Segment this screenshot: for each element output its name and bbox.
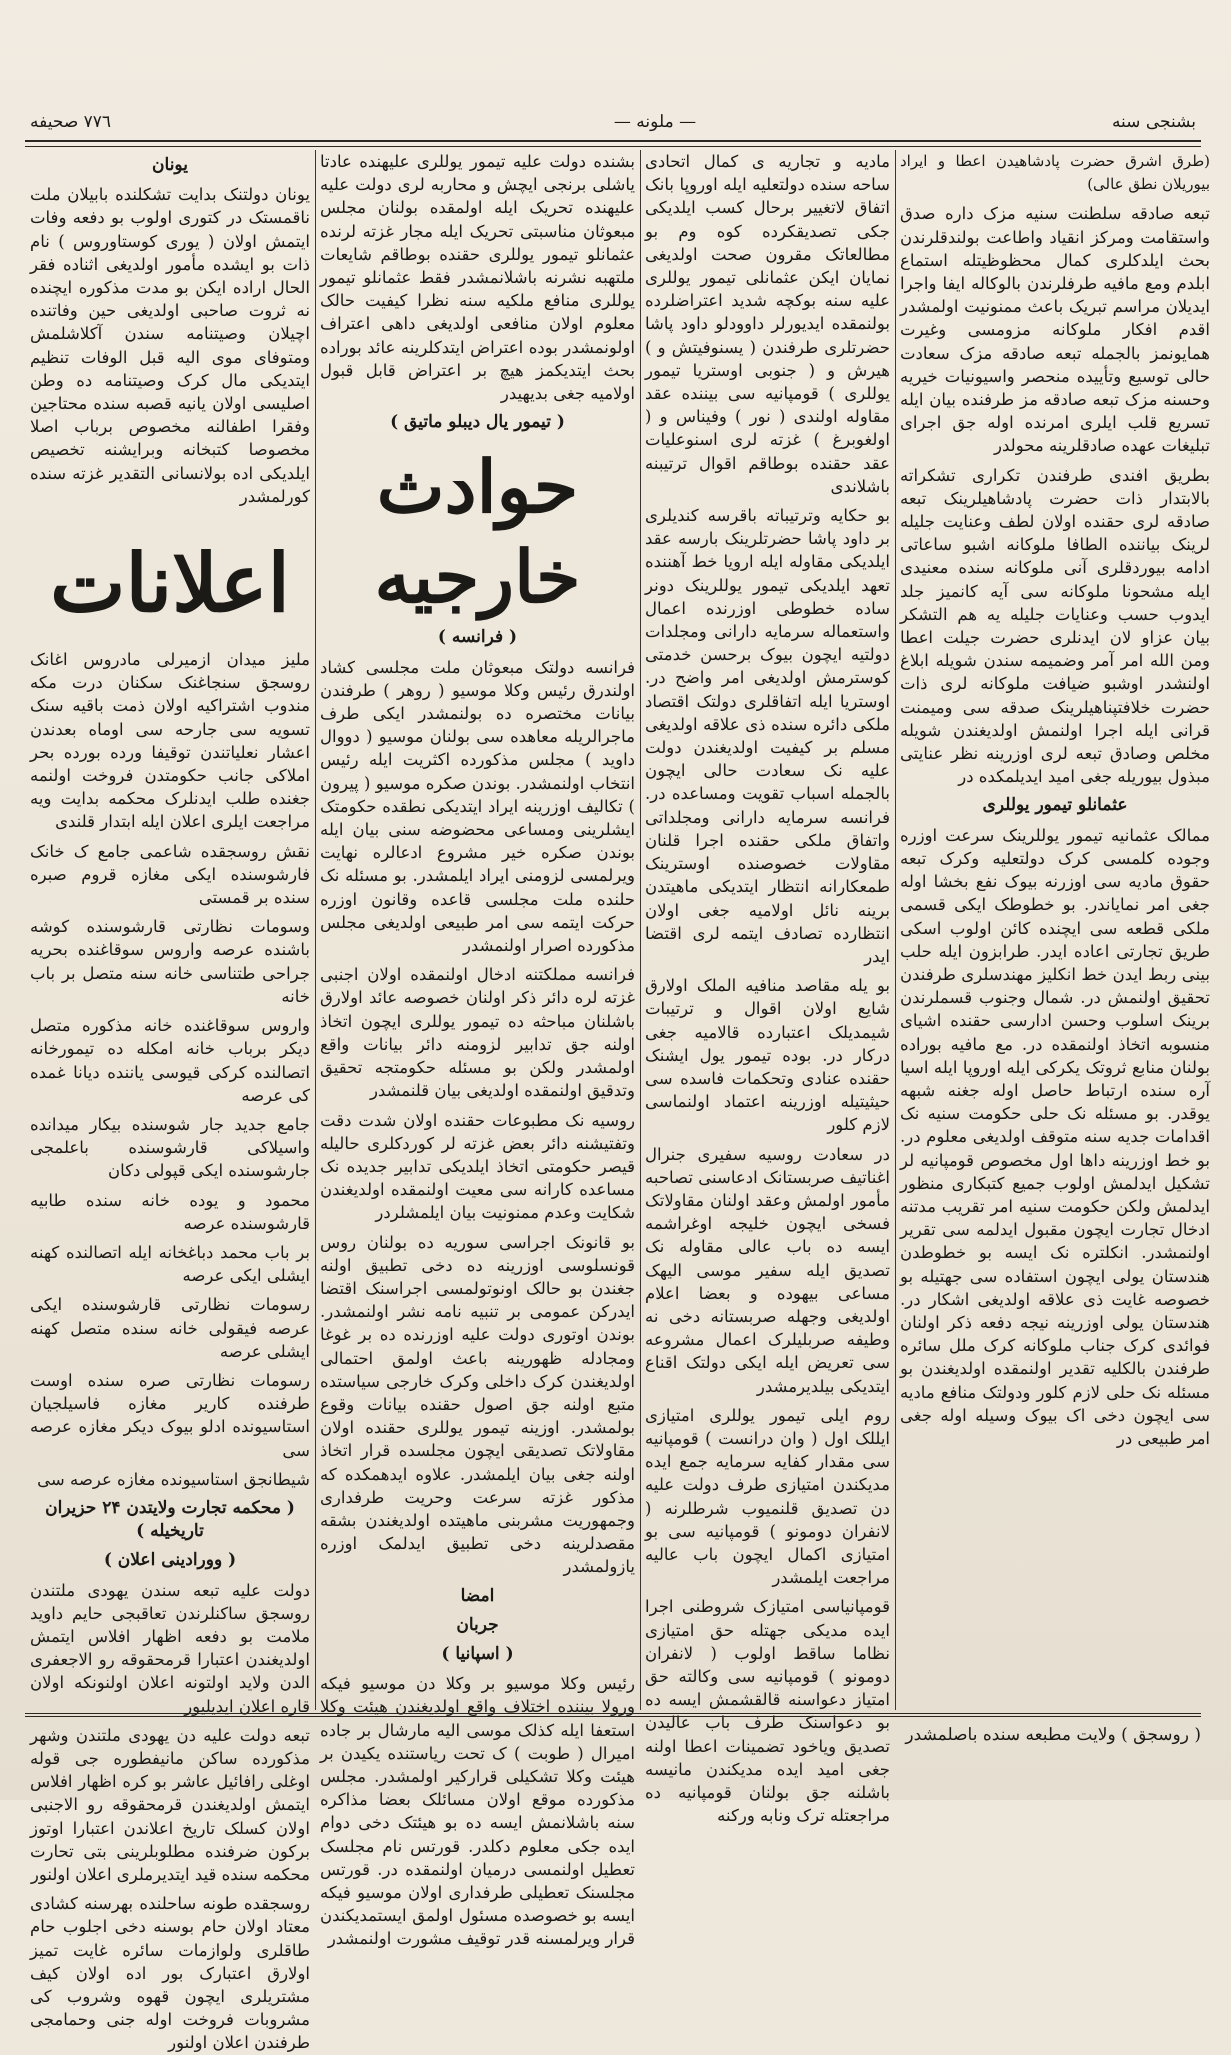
announcement: وسومات نظارتی قارشوسنده کوشه باشنده عرصه واروس سوقاغنده بحریه جراحی طتناسی خانه سنه متصل بر باب خانه — [30, 917, 310, 1006]
year-label: بشنجی سنه — [1111, 112, 1196, 132]
article-paragraph: روسیه نک مطبوعات حقنده اولان شدت دقت وتفتیشنه دائر بعض غزته لر کوردکلری حالیله قیصر حکومتی اتخاذ ایلدیکی تدابیر جدیده نک مساعده کارانه سی معیت اولنمقده اولدیغندن شکایت وعدم ممنونیت بیان ایلمشلردر — [320, 1110, 635, 1223]
article-paragraph: روم ایلی تیمور یوللری امتیازی ایللک اول ( وان درانست ) قومپانیه سی مقدار کفایه سرمایه جمع ایده مدیکندن امتیازی طرف دولت علیه دن تصدیق قلنمیوب شرطلرنه ( لانفران دومونو ) قومپانیه سی بو امتیازی اکمال ایچون باب عالیه مراجعت ایلمشدر — [645, 1405, 890, 1588]
announcement: واروس سوقاغنده خانه مذکوره متصل دیکر برباب خانه امکله ده تیمورخانه اتصالنده کرکی قیوسی یاننده دیانا غمده کی عرصه — [30, 1016, 310, 1105]
court-notice-heading: ( محکمه تجارت ولایتدن ۲۴ حزیران تاریخیله ) — [45, 1497, 295, 1542]
header-rule — [25, 140, 1201, 142]
court-notice-subheading: ( وورادینی اعلان ) — [103, 1550, 237, 1571]
article-paragraph: بو یله مقاصد منافیه الملک اولارق شایع اولان اقوال و ترتیبات شیمدیلک اعتبارده قالامیه جغی درکار در. بوده تیمور یول ایشنک حقنده عنادی وتحکمات فاسده سی حیثیتیله اوزرینه اعتماد اولنماسی لازم کلور — [645, 976, 890, 1135]
signature-name: جربان — [456, 1614, 499, 1635]
article-paragraph: مادیه و تجاریه ی کمال اتحادی ساحه سنده دولتعلیه ایله اوروپا بانک اتفاق لاتغییر برحال کسب ایلدیکی جکی تصدیقکرده کوه وم بو مطالعاتک مقرون صحت اولدیغی نمایان ایکن عثمانلی تیمور یوللری علیه سنه بوکچه شدید اعتراضلرده بولنمقده ایدیورلر داوودلو داود پاشا حضرتلری طرفندن ( یسنوفیتش و ) هیرش و ( جنوبی اوستریا تیمور یوللری ) قومپانیه سی بیننده عقد مقاوله اولندی ( نور ) وفیناس و ( اولغوبرغ ) غزته لری اسنوعلیات عقد حقنده بوطاقم اقوال ترتیبنه باشلاندی — [645, 152, 890, 496]
section-title-railways: عثمانلو تیمور یوللری — [982, 795, 1128, 816]
page-header — [30, 100, 1196, 140]
section-title-greece: یونان — [152, 155, 188, 175]
announcement: رسومات نظارتی قارشوسنده ایکی عرصه فیقولی خانه سنده متصل کهنه ایشلی عرصه — [30, 1295, 310, 1361]
article-paragraph: بو قانونک اجراسی سوریه ده بولنان روس قونسلوسی اوزرینه ده دخی تطبیق اولنه جغندن بو حالک اونوتولمسی اجراسنک اقتضا ایدرکن عمومی بر تنبیه نامه نشر اولنمشدر. بوندن اوتوری دولت علیه اوزرنده ده بر غوغا ومجادله ظهورینه باعث اولمق احتمالی اولدیغندن کرک داخلی وکرک خارجی سیاستده متبع اولنه جق اصول حقنده بیانات وقوع بولمشدر. اوزینه تیمور یوللری حقنده اولان مقاولاتک تصدیقی ایچون مجلسده قرار اتخاذ اولنه جغی بیان ایلمشدر. علاوه ایدهمکده که مذکور غزته سرعت وحریت طرفداری وجمهوریت مشربنی ماهیتده اولدیغندن بشقه مقصدلرینه دخی تطبیق ایدلمک اوزره یازولمشدر — [320, 1232, 635, 1577]
announcement: جامع جدید جار شوسنده بیکار میدانده واسیلاکی قارشوسنده باعلمجی جارشوسنده ایکی قپولی دکان — [30, 1114, 310, 1181]
announcement: نقش روسجقده شاعمی جامع ک خانک فارشوسنده ایکی مغازه قروم صبره سنده بر قمستی — [30, 841, 310, 908]
column-divider — [315, 150, 316, 1710]
announcements-masthead: اعلانات — [50, 536, 290, 631]
column-divider — [640, 150, 641, 1710]
column-divider — [895, 150, 896, 1710]
section-title-spain: ( اسپانیا ) — [441, 1643, 514, 1664]
announcement: بر باب محمد دباغخانه ایله اتصالنده کهنه ایشلی ایکی عرصه — [30, 1242, 310, 1286]
speech-heading: (طرق اشرق حضرت پادشاهیدن اعطا و ایراد بیوریلان نطق عالی) — [900, 152, 1210, 194]
column-3 — [320, 150, 635, 1949]
announcement: دولت علیه تبعه سندن یهودی ملتندن روسجق ساکنلرندن تعاقبجی حایم داوید ملامت بو دفعه اظهار افلاس ایتمش اولدیغندن اعتبارا قرمحقوقه رو الاجعفری الدن ولاید اولتونه اعلان اولنونکه اولان قاره اعلان ایدیلیور — [30, 1580, 310, 1716]
foreign-news-masthead: حوادث خارجیه — [374, 444, 581, 620]
announcement: محمود و یوده خانه سنده طابیه قارشوسنده عرصه — [30, 1190, 310, 1233]
page-number: ۷۷٦ صحیفه — [30, 112, 112, 132]
article-paragraph: تبعه صادقه سلطنت سنیه مزک داره صدق واستقامت ومرکز انقیاد واطاعت بولندقلرندن بحث ایلدکلری کمال محظوظیتله استماع ابلدم ومع مافیه طرفلرندن بالوکاله ایفا واجرا ایدیلان مراسم تبریک باعث ممنونیت اولمشدر اقدم افکار ملوکانه مزومسی وغیرت همایونمز بالجمله تبعه صادقه مزک سعادت حالی توسیع وتأییده منحصر واسیونیات خیریه وحسنه مزک تبعه صادقه مز طرفنده بیان ایله تسریع قلب ایلری امرنده اوله جق اجرای تبلیغات عهده صادقلرینه محولدر — [900, 204, 1210, 456]
article-paragraph: بشنده دولت علیه تیمور یوللری علیهنده عادتا یاشلی برنجی ایچش و محاربه لری دولت علیه علیهنده تحریک ایله اولمقده بولنان مجلس مبعوثان مناسبتی تحریک ایله مجار غزته لرنده عثمانلو تیمور یوللری حقنده بوطاقم شایعات ملتهبه نشرنه باشلانمشدر فقط عثمانلو تیمور یوللری منافع ملکیه سنه نظرا کیفیت حالک معلوم اولان منافعی اولدیغی داهی اعتراف اولونمشدر بوده اعتراض ایتدکلرینه عائد بوراده بحث ایتدیکمز هیچ بر اعتراض قابل قبول اولامیه جغی بدیهیدر — [320, 152, 635, 404]
column-1 — [900, 150, 1210, 1710]
article-paragraph: بطریق افندی طرفندن تکراری تشکراته بالابتدار ذات حضرت پادشاهیلرینک تبعه صادقه لری حقنده اولان لطف وعنایت جلیله لرینک بیاننده الطافا ملوکانه اشبو ساعاتی ادامه بیوردقلری آنی ملوکانه سنده معنیدی ایله مشحونا ملوکانه سی آیه کانمیز جلد ایدوب حسب وعنایات جلیله یه هم التشکر بیان عزاو لان ایدنلری حضرت جیلت اعطا ومن الله امر آمر وضمیمه سندن شویله ابلاغ اولنشدر اوشبو ضیافت ملوکانه لری ذات حضرت خلافتپناهیلرینک صدقه سی ومیمنت قرانی ایله اجرا اولنمش اولدیغندن شویله مخلص وصادق تبعه لری اوزرینه نظر عنایتی مبذول بیوریله جغی امید ایدیلمکده در — [900, 465, 1210, 787]
article-paragraph: یونان دولتنک بدایت تشکلنده بابیلان ملت ناقمستک در کتوری اولوب بو دفعه وفات ایتمش اولان ( یوری کوستاوروس ) نام ذات بو ایشده مأمور اولدیغی اثناده فقر الحال اراده ایکن بو مدت مذکوره ایچنده نه ثروت صاحبی اولدیغی حین وفاتنده اچیلان وصیتنامه سندن آکلاشلمش ومتوفای موی الیه قبل الوفات تنظیم ایتدیکی مال کرک وصیتنامه ده وطن اصلیسی اولان یانیه قصبه سنده محتاجین وفقرا اطفالنه مخصوص برباب اصلا مخصوصا کتبخانه وبرایشنه تخصیص ایلدیکی اده بولانسانی التقدیر غزته سنده کورلمشدر — [30, 185, 310, 506]
article-paragraph: در سعادت روسیه سفیری جنرال اغناتیف صربستانک ادعاسنی تصاحبه مأمور اولمش وعقد اولنان مقاولاتک فسخی ایچون خلیجه اوغراشمه ایسه ده باب عالی مقاوله نک تصدیق ایله سفیر موسی الیهک مساعی بیهوده و بعضا اعلام اولدیغی وجهله صربستانه دخی نه وطیفه صربلیلرک اعمال مشروعه سی تعریض ایله ایکی دولتک اقناع ایتدیکی بیلدیرمشدر — [645, 1144, 890, 1396]
section-title-france: ( فرانسه ) — [437, 627, 518, 648]
newspaper-name: — ملونه — — [613, 112, 697, 132]
announcement: شیطانجق استاسیونده مغازه عرصه سی — [37, 1469, 310, 1489]
announcement: روسجقده طونه ساحلنده بهرسنه کشادی معتاد اولان حام بوسنه دخی اجلوب حام طاقلری ولوازمات سائره غایت تمیز اولارق اعتبارک بور اده اولان کیف مشتریلری ایچون قهوه وشروب کی مشروبات فروخت اوله جنی وحمامجی طرفندن اعلان اولنور — [30, 1894, 310, 2053]
article-paragraph: قومپانیاسی امتیازک شروطنی اجرا ایده مدیکی جهتله حق امتیازی نظاما ساقط اولوب ( لانفران دومونو ) قومپانیه سی وکالته حق امتیاز دعواسنه قالقشمش ایسه ده بو دعواسنک طرف باب عالیدن تصدیق ویاخود تضمینات اعطا اولنه جغی امید ایده مدیکندن مانیسه باشلنه جق بولنان قومپانیه ده مراجعتله ترک ونابه ورکنه — [645, 1597, 890, 1826]
announcement: ملیز میدان ازمیرلی مادروس اغانک روسجق سنجاغنک سکنان درت مکه مندوب اشتراکیه اولان ذمت باقیه سنک تسویه سی جارحه سی اوماه بعدندن اعشار نعلیاتندن توقیفا ورده بورده بحر املاکی جانب حکومتدن فروخت اولنمه جغنده طلب ایدنلرک محکمه بدایت ویه مراجعت ایلری اعلان ایله ابتدار قلندی — [30, 650, 310, 832]
column-2 — [645, 150, 890, 1826]
article-paragraph: بو حکایه وترتیباته باقرسه کندیلری بر داود پاشا حضرتلرینک بارسه عقد ایلدیکی مقاوله ایله ارویا خط آهننده تعهد ایلدیکی تیمور یوللرینک دونر ساده خطوطی اوزرنده اعمال واستعماله سرمایه دارانی ومجلدات دولتیه ایچون بیوک برحسن خدمتی کوسترمش اولدیغی امر واضح در. اوستریا ایله اتفاقلری دولتک اقتصاد ملکی دائره سنده ذی علاقه اولدیغی مسلم بر کیفیت اولدیغندن دولت علیه نک سعادت حالی ایچون بالجمله اسباب تقویت ومساعده در. فرانسه سرمایه دارانی ومجلداتی واتفاق ملکی حقنده اجرا قلنان مقاولات خصوصنده اوسترینک طمعکارانه انتظار ایتدیکی ماهیتدن برینه نائل اولامیه جغی اولان انتظارده تصادف ایتمه لری اقتضا ایدر — [645, 506, 890, 966]
announcement: تبعه دولت علیه دن یهودی ملتندن وشهر مذکورده ساکن مانیفطوره جی قوله اوغلی رافائیل عاشر بو کره اظهار افلاس ایتمش اولدیغندن قرمحقوقه رو الاجنبی اولان کسلک تاریخ اعلاندن اعتبارا اوتوز برکون ضرفنده مطلوبلرینی بتی تحارت محکمه سنده قید ایتدیرملری اعلان اولنور — [30, 1725, 310, 1884]
source-credit: ( تیمور یال دیبلو ماتیق ) — [390, 412, 565, 433]
signature: امضا — [460, 1585, 495, 1606]
article-paragraph: فرانسه مملکتنه ادخال اولنمقده اولان اجنبی غزته لره دائر ذکر اولنان خصوصه عائد اولارق باشلنان مباحثه ده تیمور یوللری ایچون اتخاذ اولنه جق تدابیر لزومنه دائر بیانات واقع اولمشدر ولکن بو مسئله حکومتجه تحقیق وتدقیق اولنمقده اولدیغی بیان قلنمشدر — [320, 965, 635, 1101]
header-rule-thin — [25, 146, 1201, 147]
footer-rule — [25, 1713, 1201, 1717]
article-paragraph: ممالک عثمانیه تیمور یوللرینک سرعت اوزره وجوده کلمسی کرک دولتعلیه وکرک تبعه حقوق مادیه سی اوزرنه بیوک نفع بخشا اوله جغی امر نمایاندر. بو خطوطک ایکی قسمی ملکی قطعه سی ایچنده کائن اولوب اسکی طریق تجارتی اعاده ایدر. طرابزون ایله حلب بینی ربط ایدن خط انکلیز مهندسلری طرفندن تحقیق اولنمش در. شمال وجنوب قسملرندن برینک اسلوب وحسن ادارسی حقنده اشیای منسوبه اتخاذ اولنمقده در. مع مافیه بوراده بولنان منابع ثروتک یکرکی ایله اوروپا ایله اسیا آره سنده ارتباط حاصل اوله جغنه شبهه یوقدر. بو مسئله نک حلی حکومت سنیه نک اقدامات جدیه سنه متوقف اولدیغی معلوم در. بو خط اوزرینه داها اول مخصوص قومپانیه لر تشکیل ایدلمش اولوب جمیع کتبکاری منظور ایدلمش ولکن حکومت سنیه امر تقریب مدتنه ادخال تجارت ایچون مقبول ایدلمه سی تقریر اولنمشدر. انکلتره نک ایسه بو خطوطدن هندستان یولی ایچون استفاده سی جهتیله بو خصوصه غایت ذی علاقه اولدیغی اشکار در. هندستان یولی اوزرینه نیجه دفعه ذکر اولنان فوائدی کرک جناب ملوکانه کرک ملل سائره طرفندن بالکلیه تقدیر اولنمقده اولدیغندن بو مسئله نک حلی لازم کلور ودولتک منافع مادیه سی ایچون دخی اک بیوک وسیله اوله جغی امر طبیعی در — [900, 825, 1210, 1448]
article-paragraph: فرانسه دولتک مبعوثان ملت مجلسی کشاد اولندرق رئیس وکلا موسیو ( روهر ) طرفندن بیانات مختصره ده بولنمشدر ایکی طرف ماجرالریله معاهده سی بولنان موسیو ( دووال داوید ) مجلس مذکورده اکثریت ایله رئیس انتخاب اولنمشدر. بوندن صکره موسیو ( پیرون ) تکالیف اوزرینه ایراد ایتدیکی نطقده حکومتک ایشلرینی ومساعی محضوضه سنی بیان ایله بوندن صکره خیر مشروع ادعالره نهایت ویرلمسی لزومنی ایراد ایلمشدر. بو مسئله نک حلنده ملت مجلسی قاعده وقانون اوزره حرکت ایتمه سی امر طبیعی اولدیغی مجلس مذکورده اصرار اولنمشدر — [320, 657, 635, 956]
printer-imprint: ( روسجق ) ولایت مطبعه سنده باصلمشدر — [905, 1725, 1201, 1745]
announcement: رسومات نظارتی صره سنده اوست طرفنده کاریر مغازه فاسیلجیان استاسیونده ادلو بیوک دیکر مغازه عرصه سی — [30, 1370, 310, 1460]
column-4 — [30, 150, 310, 2053]
article-paragraph: رئیس وکلا موسیو بر وکلا دن موسیو فیکه ورولا بیننده اختلاف واقع اولدیغندن هیئت وکلا استعفا ایله کذلک موسی الیه مارشال بر جاده امیرال ( طوبت ) ک تحت ریاستنده یکیدن بر هیئت وکلا تشکیلی قرارکیر اولمشدر. مجلس مذکورده موقع اولان مسائلک بعضا مذاکره سنه باشلانمش ایسه ده بو هیئتک دخی دوام ایده جکی معلوم دکلدر. قورتس نام مجلسک تعطیل اولنمسی درمیان اولنمقده در. قورتس مجلسنک تعطیلی طرفداری اولان موسیو فیکه ایسه بو خصوصده مسئول اولمق ایستمدیکندن قرار ویرلمسنه قدر توقیف مشورت اولنمشدر — [320, 1674, 635, 1949]
